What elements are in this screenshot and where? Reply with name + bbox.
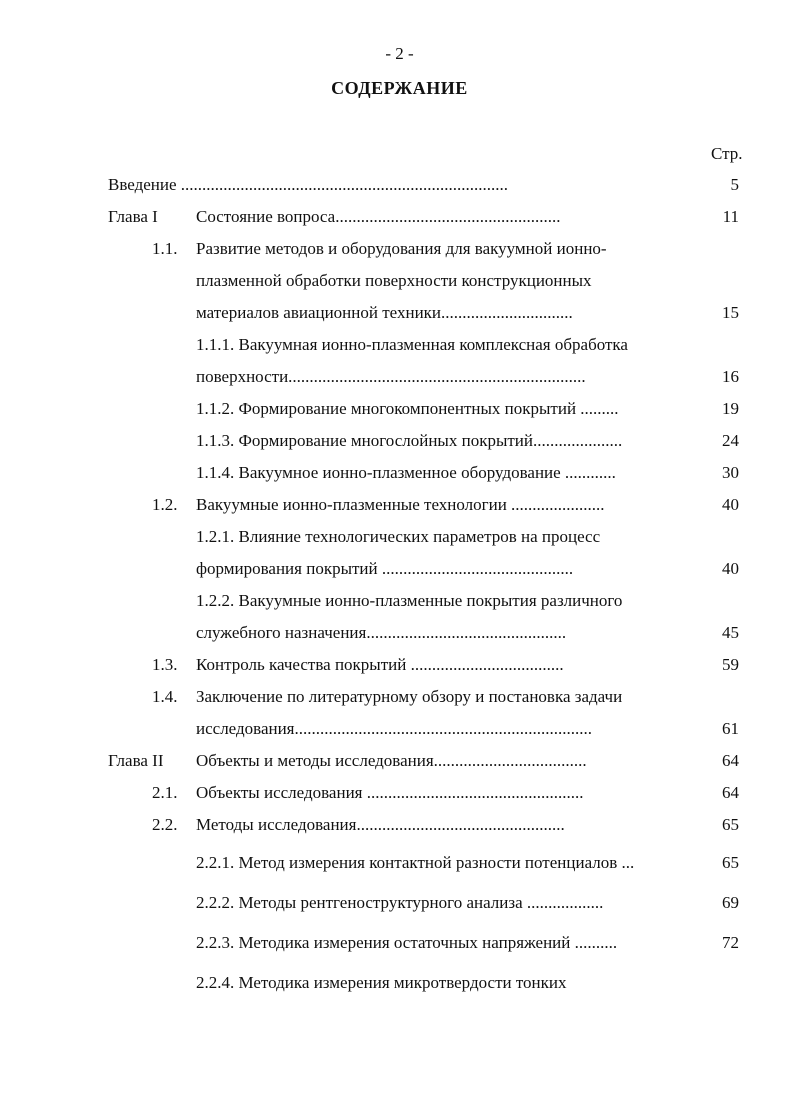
toc-page: 45 — [722, 623, 739, 642]
toc-entry: Состояние вопроса..................................................... — [196, 207, 561, 226]
toc-chapter-label: Глава I — [108, 207, 158, 226]
toc-entry-line: 2.2.4. Методика измерения микротвердости тонких — [196, 973, 567, 992]
toc-entry-line: 1.2.2. Вакуумные ионно-плазменные покрытия различного — [196, 591, 623, 610]
toc-entry-line: материалов авиационной техники............................... — [196, 303, 573, 322]
toc-page: 24 — [722, 431, 739, 450]
toc-entry: 2.2.1. Метод измерения контактной разности потенциалов ... — [196, 853, 635, 872]
toc-page: 65 — [722, 853, 739, 872]
toc-page: 64 — [722, 783, 739, 802]
toc-entry-line: плазменной обработки поверхности конструкционных — [196, 271, 592, 290]
toc-entry-line: формирования покрытий ............................................. — [196, 559, 574, 578]
toc-page: 40 — [722, 495, 739, 514]
toc-entry-line: 1.2.1. Влияние технологических параметров на процесс — [196, 527, 601, 546]
page-number: - 2 - — [385, 44, 414, 63]
toc-section-label: 1.1. — [152, 239, 178, 258]
toc-entry: 1.1.3. Формирование многослойных покрытий..................... — [196, 431, 623, 450]
toc-page: 64 — [722, 751, 739, 770]
toc-entry: 2.2.3. Методика измерения остаточных напряжений .......... — [196, 933, 618, 952]
toc-chapter-label: Глава II — [108, 751, 164, 770]
toc-page: 40 — [722, 559, 739, 578]
toc-page: 16 — [722, 367, 739, 386]
toc-entry: Контроль качества покрытий .................................... — [196, 655, 564, 674]
toc-entry-line: служебного назначения............................................... — [196, 623, 567, 642]
toc-entry-line: поверхности...................................................................... — [196, 367, 586, 386]
toc-section-label: 1.4. — [152, 687, 178, 706]
toc-page: 72 — [722, 933, 739, 952]
toc-entry: 1.1.4. Вакуумное ионно-плазменное оборудование ............ — [196, 463, 616, 482]
toc-page: 19 — [722, 399, 739, 418]
toc-entry: 1.1.2. Формирование многокомпонентных покрытий ......... — [196, 399, 619, 418]
toc-entry-line: исследования...................................................................... — [196, 719, 593, 738]
toc-entry: Вакуумные ионно-плазменные технологии ...................... — [196, 495, 605, 514]
toc-page: 15 — [722, 303, 739, 322]
toc-entry: Методы исследования................................................. — [196, 815, 565, 834]
toc-entry-line: 1.1.1. Вакуумная ионно-плазменная комплексная обработка — [196, 335, 628, 354]
page-column-label: Стр. — [711, 144, 743, 163]
toc-page: 30 — [722, 463, 739, 482]
toc-entry-line: Заключение по литературному обзору и постановка задачи — [196, 687, 623, 706]
toc-page: 65 — [722, 815, 739, 834]
toc-page: 59 — [722, 655, 739, 674]
toc-section-label: 2.1. — [152, 783, 178, 802]
toc-section-label: 1.3. — [152, 655, 178, 674]
toc-entry-line: Развитие методов и оборудования для вакуумной ионно- — [196, 239, 607, 258]
toc-page: 69 — [722, 893, 739, 912]
toc-entry: Объекты исследования ................................................... — [196, 783, 584, 802]
toc-entry: 2.2.2. Методы рентгеноструктурного анализа .................. — [196, 893, 604, 912]
toc-section-label: 2.2. — [152, 815, 178, 834]
toc-entry-introduction: Введение ............................................................................. — [108, 175, 509, 194]
document-title: СОДЕРЖАНИЕ — [331, 78, 468, 98]
toc-page: 5 — [730, 175, 739, 194]
toc-page: 61 — [722, 719, 739, 738]
toc-entry: Объекты и методы исследования.................................... — [196, 751, 587, 770]
toc-page: 11 — [722, 207, 739, 226]
toc-section-label: 1.2. — [152, 495, 178, 514]
